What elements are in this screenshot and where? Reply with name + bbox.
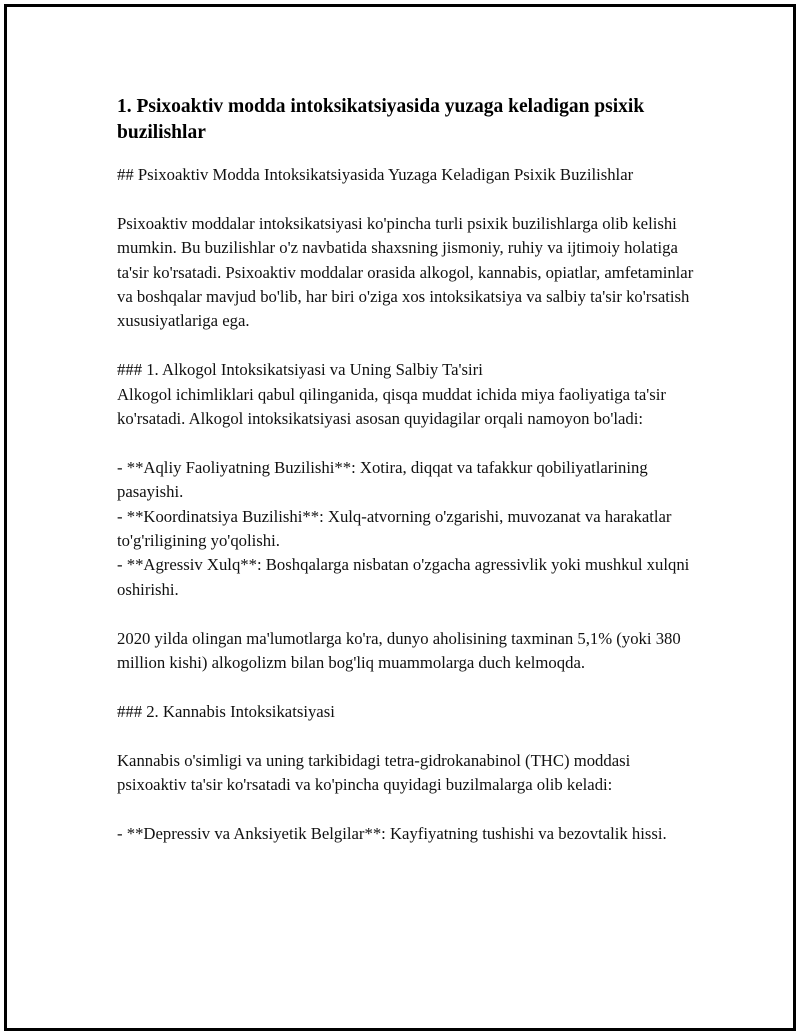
blank-line <box>117 797 697 821</box>
list-item: - **Depressiv va Anksiyetik Belgilar**: Kayfiyatning tushishi va bezovtalik hissi. <box>117 823 667 843</box>
statistics-paragraph: 2020 yilda olingan ma'lumotlarga ko'ra, dunyo aholisining taxminan 5,1% (yoki 380 million kishi) alkogolizm bilan bog'liq muammolarga duch kelmoqda. <box>117 628 681 673</box>
document-title: 1. Psixoaktiv modda intoksikatsiyasida yuzaga keladigan psixik buzilishlar <box>117 96 645 143</box>
markdown-heading-2: ## Psixoaktiv Modda Intoksikatsiyasida Yuzaga Keladigan Psixik Buzilishlar <box>117 165 634 184</box>
list-item: - **Agressiv Xulq**: Boshqalarga nisbatan o'zgacha agressivlik yoki mushkul xulqni oshirishi. <box>117 555 690 599</box>
blank-line <box>117 334 697 358</box>
alcohol-paragraph: Alkogol ichimliklari qabul qilinganida, qisqa muddat ichida miya faoliyatiga ta'sir ko'rsatadi. Alkogol intoksikatsiyasi asosan quyidagilar orqali namoyon bo'ladi: <box>117 384 666 429</box>
cannabis-paragraph: Kannabis o'simligi va uning tarkibidagi tetra-gidrokanabinol (THC) moddasi psixoaktiv ta'sir ko'rsatadi va ko'pincha quyidagi buzilmalarga olib keladi: <box>117 750 631 795</box>
blank-line <box>117 602 697 626</box>
section-heading-cannabis: ### 2. Kannabis Intoksikatsiyasi <box>117 701 335 721</box>
section-heading-alcohol: ### 1. Alkogol Intoksikatsiyasi va Uning Salbiy Ta'siri <box>117 360 483 380</box>
list-item: - **Aqliy Faoliyatning Buzilishi**: Xotira, diqqat va tafakkur qobiliyatlarining pasayishi. <box>117 457 648 502</box>
blank-line <box>117 724 697 748</box>
document-body <box>117 94 697 846</box>
blank-line <box>117 187 697 211</box>
list-item: - **Koordinatsiya Buzilishi**: Xulq-atvorning o'zgarishi, muvozanat va harakatlar to'g'riligining yo'qolishi. <box>117 506 672 551</box>
paragraph-list <box>117 163 697 846</box>
intro-paragraph: Psixoaktiv moddalar intoksikatsiyasi ko'pincha turli psixik buzilishlarga olib kelishi mumkin. Bu buzilishlar o'z navbatida shaxsning jismoniy, ruhiy va ijtimoiy holatiga ta'sir ko'rsatadi. Psixoaktiv moddalar orasida alkogol, kannabis, opiatlar, amfetaminlar va boshqalar mavjud bo'lib, har biri o'ziga xos intoksikatsiya va salbiy ta'sir ko'rsatish xususiyatlariga ega. <box>117 213 694 331</box>
blank-line <box>117 431 697 455</box>
blank-line <box>117 675 697 699</box>
